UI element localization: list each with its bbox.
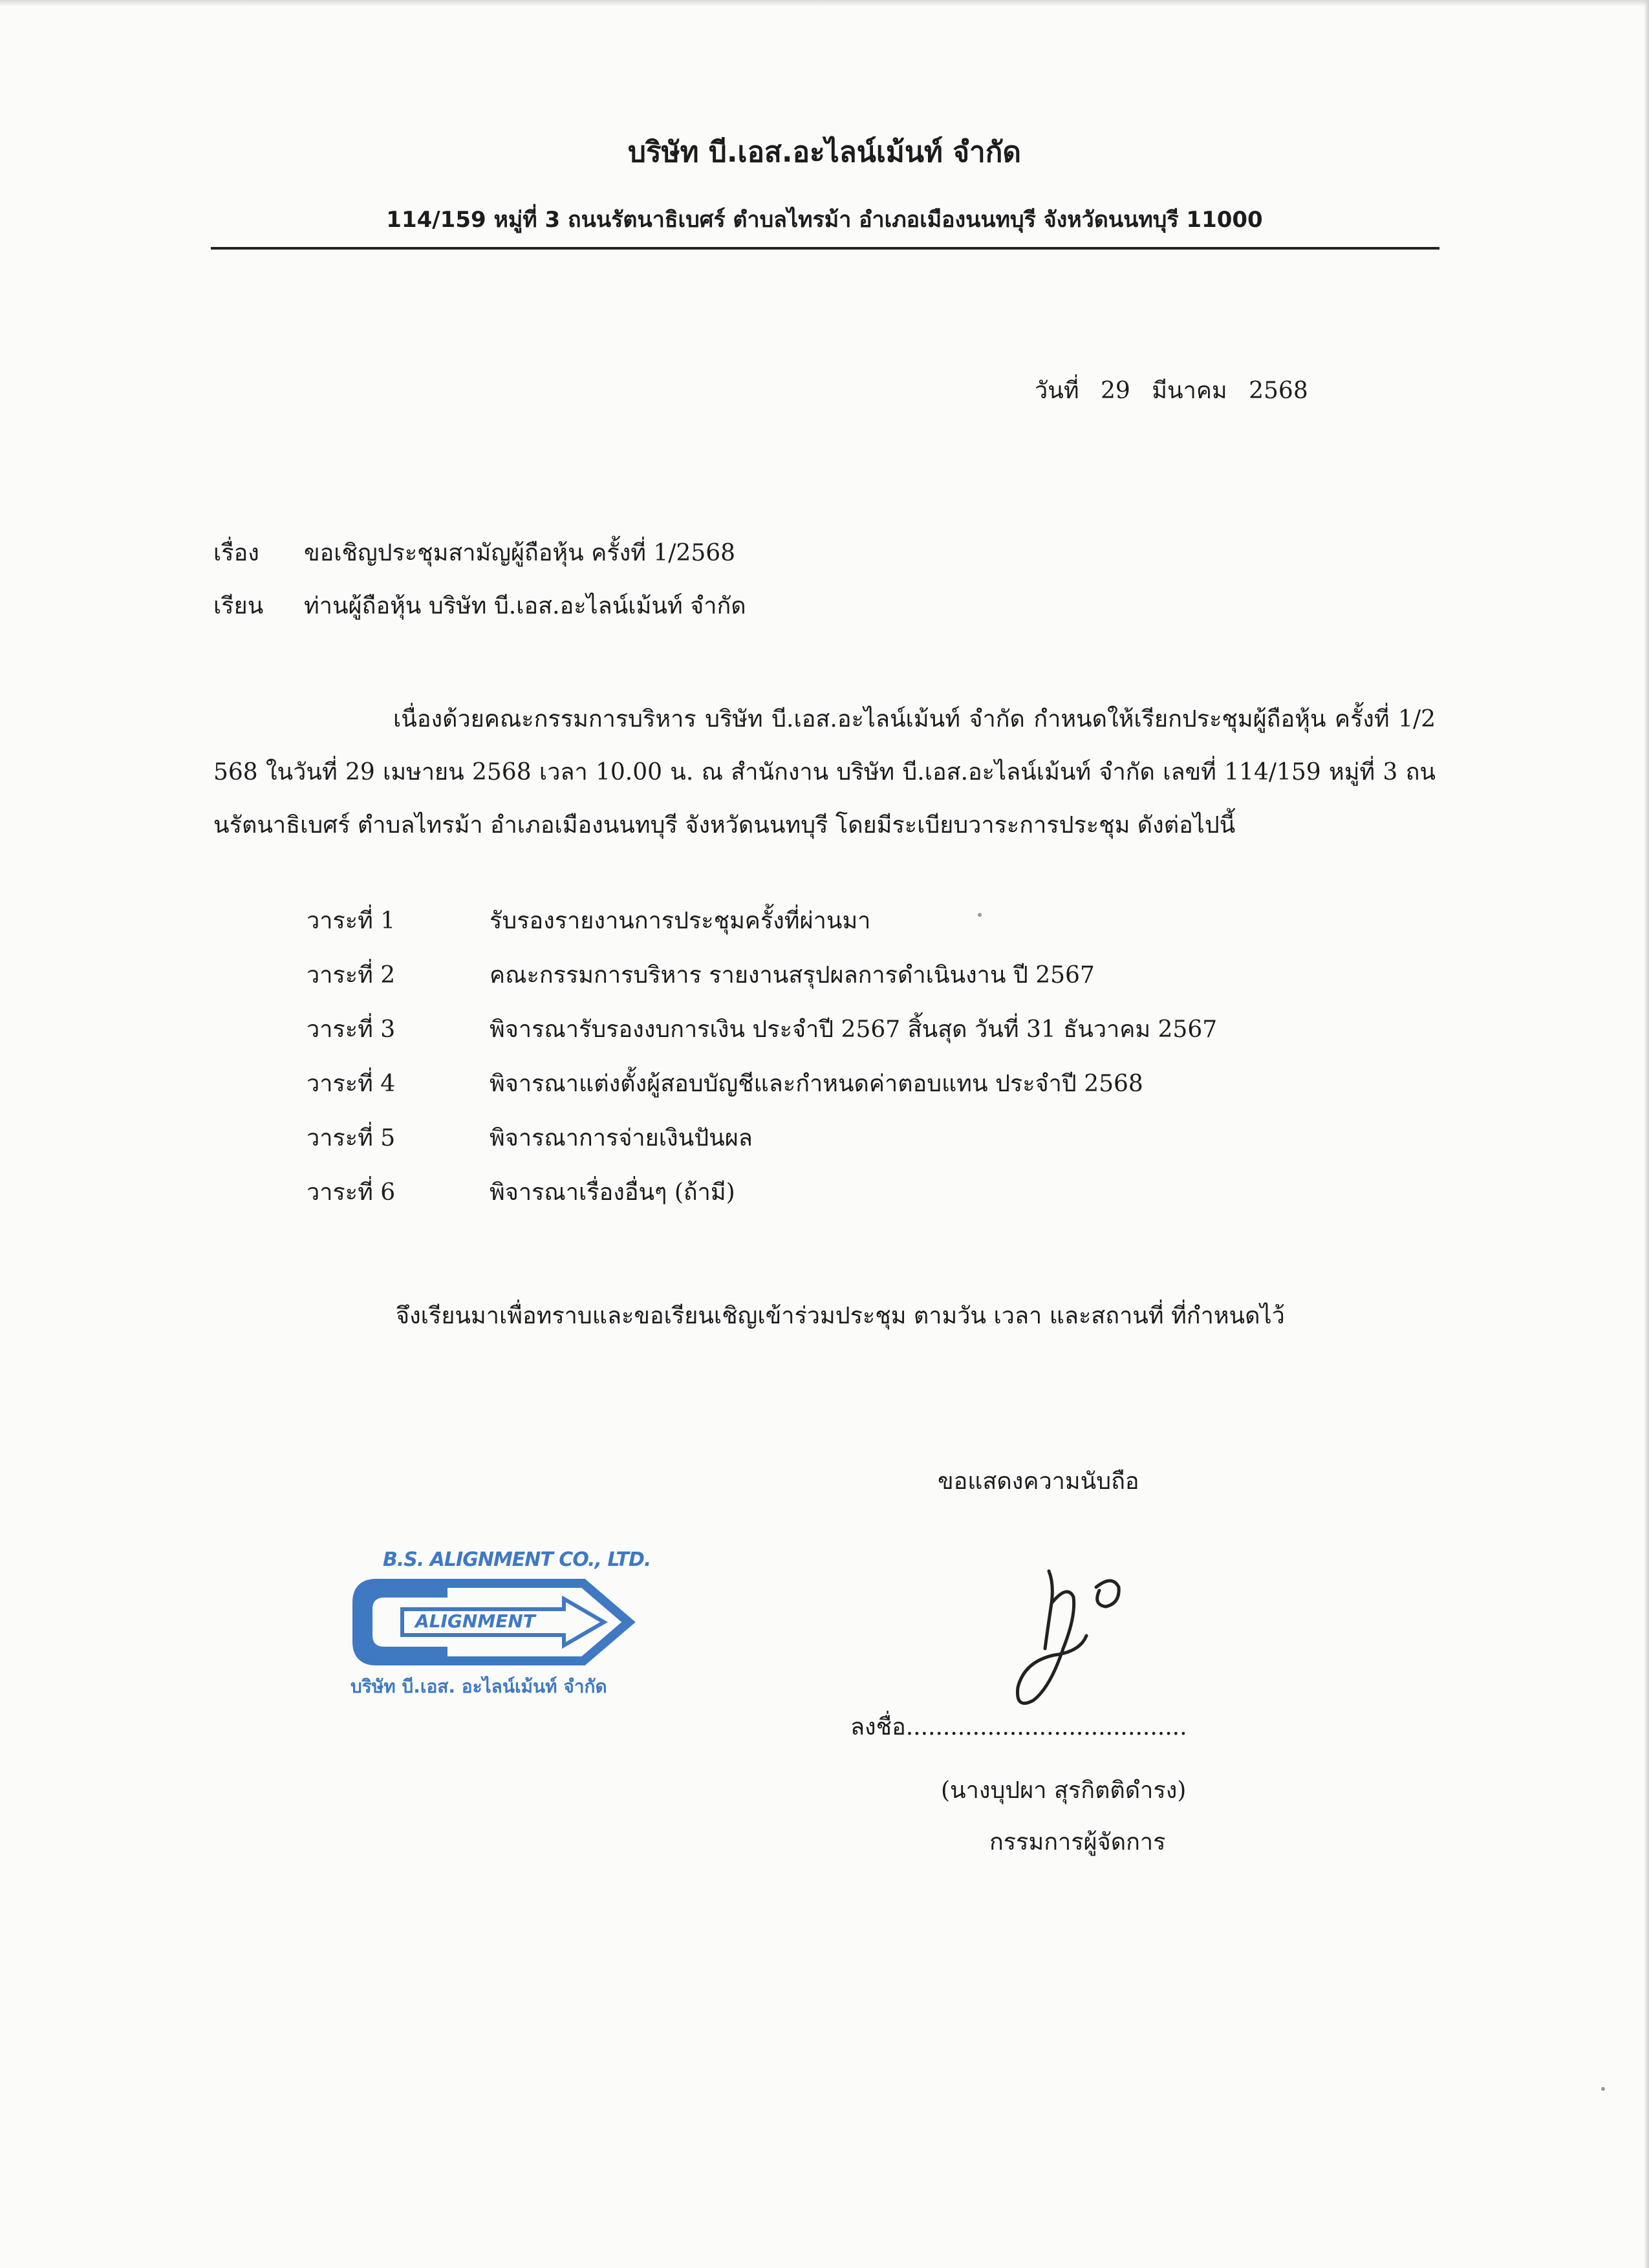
agenda-text: พิจารณาการจ่ายเงินปันผล [490, 1125, 753, 1151]
sign-line: ลงชื่อ...................................... [850, 1714, 1187, 1740]
agenda-text: รับรองรายงานการประชุมครั้งที่ผ่านมา [490, 908, 871, 934]
subject-row [213, 534, 735, 571]
regards-text: ขอแสดงความนับถือ [938, 1468, 1139, 1495]
agenda-number: วาระที่ 3 [307, 1016, 396, 1043]
stamp-top-text: B.S. ALIGNMENT CO., LTD. [383, 1548, 651, 1571]
date-year: 2568 [1249, 378, 1308, 404]
handwritten-signature [1009, 1558, 1138, 1713]
agenda-list [307, 902, 1217, 1228]
agenda-item [307, 1011, 1217, 1065]
agenda-text: คณะกรรมการบริหาร รายงานสรุปผลการดำเนินงาน ปี 2567 [490, 962, 1095, 989]
scan-edge-top [0, 0, 1649, 6]
agenda-text: พิจารณาแต่งตั้งผู้สอบบัญชีและกำหนดค่าตอบแทน ประจำปี 2568 [490, 1071, 1143, 1097]
recipient-row [213, 587, 746, 624]
agenda-item [307, 1065, 1217, 1119]
agenda-number: วาระที่ 5 [307, 1125, 396, 1151]
agenda-number: วาระที่ 4 [307, 1071, 396, 1097]
agenda-number: วาระที่ 2 [307, 962, 396, 989]
letter-date [1035, 372, 1322, 409]
agenda-number: วาระที่ 1 [307, 908, 396, 934]
scan-speck [1601, 2087, 1605, 2091]
stamp-middle-text: ALIGNMENT [415, 1610, 535, 1632]
recipient-label: เรียน [213, 593, 264, 619]
signer-title: กรรมการผู้จัดการ [989, 1829, 1166, 1856]
agenda-item [307, 956, 1217, 1011]
agenda-item [307, 902, 1217, 956]
date-label: วันที่ [1035, 378, 1079, 404]
body-paragraph: เนื่องด้วยคณะกรรมการบริหาร บริษัท บี.เอส.อะไลน์เม้นท์ จำกัด กำหนดให้เรียกประชุมผู้ถือหุ้น ครั้งที่ 1/2568 ในวันที่ 29 เมษายน 2568 เวลา 10.00 น. ณ สำนักงาน บริษัท บี.เอส.อะไลน์เม้นท์ จำกัด เลขที่ 114/159 หมู่ที่ 3 ถนนรัตนาธิเบศร์ ตำบลไทรม้า อำเภอเมืองนนทบุรี จังหวัดนนทบุรี โดยมีระเบียบวาระการประชุม ดังต่อไปนี้ [213, 706, 1436, 839]
company-name: บริษัท บี.เอส.อะไลน์เม้นท์ จำกัด [628, 136, 1021, 169]
company-stamp [350, 1548, 654, 1704]
agenda-number: วาระที่ 6 [307, 1179, 396, 1206]
date-day: 29 [1101, 378, 1130, 404]
closing-sentence: จึงเรียนมาเพื่อทราบและขอเรียนเชิญเข้าร่วมประชุม ตามวัน เวลา และสถานที่ ที่กำหนดไว้ [396, 1303, 1285, 1329]
agenda-text: พิจารณาเรื่องอื่นๆ (ถ้ามี) [490, 1179, 735, 1206]
stamp-bottom-text: บริษัท บี.เอส. อะไลน์เม้นท์ จำกัด [350, 1676, 607, 1697]
scan-speck [978, 913, 982, 917]
subject-text: ขอเชิญประชุมสามัญผู้ถือหุ้น ครั้งที่ 1/2568 [304, 540, 736, 566]
recipient-text: ท่านผู้ถือหุ้น บริษัท บี.เอส.อะไลน์เม้นท์ จำกัด [304, 593, 746, 619]
scan-edge-right [1644, 0, 1649, 2268]
agenda-item [307, 1173, 1217, 1228]
subject-label: เรื่อง [213, 540, 259, 566]
header-divider [211, 247, 1439, 250]
signer-name: (นางบุปผา สุรกิตติดำรง) [941, 1777, 1187, 1804]
agenda-item [307, 1119, 1217, 1173]
agenda-text: พิจารณารับรองงบการเงิน ประจำปี 2567 สิ้นสุด วันที่ 31 ธันวาคม 2567 [490, 1016, 1218, 1043]
company-address: 114/159 หมู่ที่ 3 ถนนรัตนาธิเบศร์ ตำบลไทรม้า อำเภอเมืองนนทบุรี จังหวัดนนทบุรี 11000 [386, 207, 1263, 233]
date-month: มีนาคม [1152, 378, 1227, 404]
